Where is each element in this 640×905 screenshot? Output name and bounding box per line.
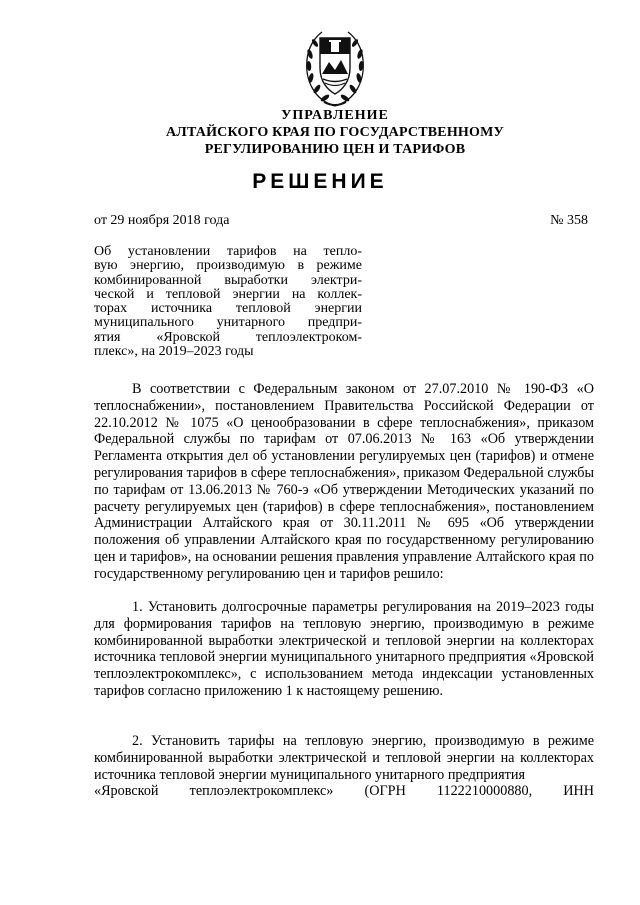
preamble-block xyxy=(94,381,594,583)
org-line-2: АЛТАЙСКОГО КРАЯ ПО ГОСУДАРСТВЕННОМУ xyxy=(166,125,504,140)
document-date: от 29 ноября 2018 года xyxy=(94,213,230,228)
document-type-title: РЕШЕНИЕ xyxy=(252,170,388,193)
org-line-1: УПРАВЛЕНИЕ xyxy=(281,108,389,123)
document-number: № 358 xyxy=(550,213,588,228)
subject-line: плекс», на 2019–2023 годы xyxy=(94,344,254,360)
org-line-3: РЕГУЛИРОВАНИЮ ЦЕН И ТАРИФОВ xyxy=(204,142,466,157)
subject-line: Об установлении тарифов на тепло- xyxy=(94,244,362,259)
item-2-tail-line: «Яровской теплоэлектрокомплекс» (ОГРН 1122210000880, ИНН xyxy=(94,783,594,800)
item-1-paragraph: 1. Установить долгосрочные параметры регулирования на 2019–2023 годы для формирования тарифов на тепловую энергию, производимую в режиме комбинированной выработки электрической и тепловой энергии на коллекторах источника тепловой энергии муниципального унитарного предприятия «Яровской теплоэлектрокомплекс», с использованием метода индексации установленных тарифов согласно приложению 1 к настоящему решению. xyxy=(94,599,594,699)
item-2-paragraph: 2. Установить тарифы на тепловую энергию, производимую в режиме комбинированной выработки электрической и тепловой энергии на коллекторах источника тепловой энергии муниципального унитарного предприятия xyxy=(94,733,594,783)
document-subject xyxy=(94,245,362,359)
subject-line: ческой и тепловой энергии на коллек- xyxy=(94,286,362,302)
subject-line: комбинированной выработки электри- xyxy=(94,272,362,288)
item-1-block xyxy=(94,599,594,700)
subject-line: ятия «Яровской теплоэлектроком- xyxy=(94,329,362,345)
subject-line: торах источника тепловой энергии xyxy=(94,301,362,317)
item-2-block xyxy=(94,733,594,800)
subject-line: муниципального унитарного предпри- xyxy=(94,315,362,331)
organization-name xyxy=(90,107,580,124)
org-line-3-wrap xyxy=(90,141,580,158)
org-line-2-wrap xyxy=(90,124,580,141)
preamble-paragraph: В соответствии с Федеральным законом от 27.07.2010 № 190-ФЗ «О теплоснабжении», постановлением Правительства Российской Федерации от 22.10.2012 № 1075 «О ценообразовании в сфере теплоснабжения», приказом Федеральной службы по тарифам от 07.06.2013 № 163 «Об утверждении Регламента открытия дел об установлении регулируемых цен (тарифов) и отмене регулирования тарифов в сфере теплоснабжения», приказом Федеральной службы по тарифам от 13.06.2013 № 760-э «Об утверждении Методических указаний по расчету регулируемых цен (тарифов) в сфере теплоснабжения», постановлением Администрации Алтайского края от 30.11.2011 № 695 «Об утверждении положения об управлении Алтайского края по государственному регулированию цен и тарифов», на основании решения правления управление Алтайского края по государственному регулированию цен и тарифов решило: xyxy=(94,381,594,582)
subject-line: вую энергию, производимую в режиме xyxy=(94,258,362,274)
coat-of-arms-emblem xyxy=(302,24,368,110)
